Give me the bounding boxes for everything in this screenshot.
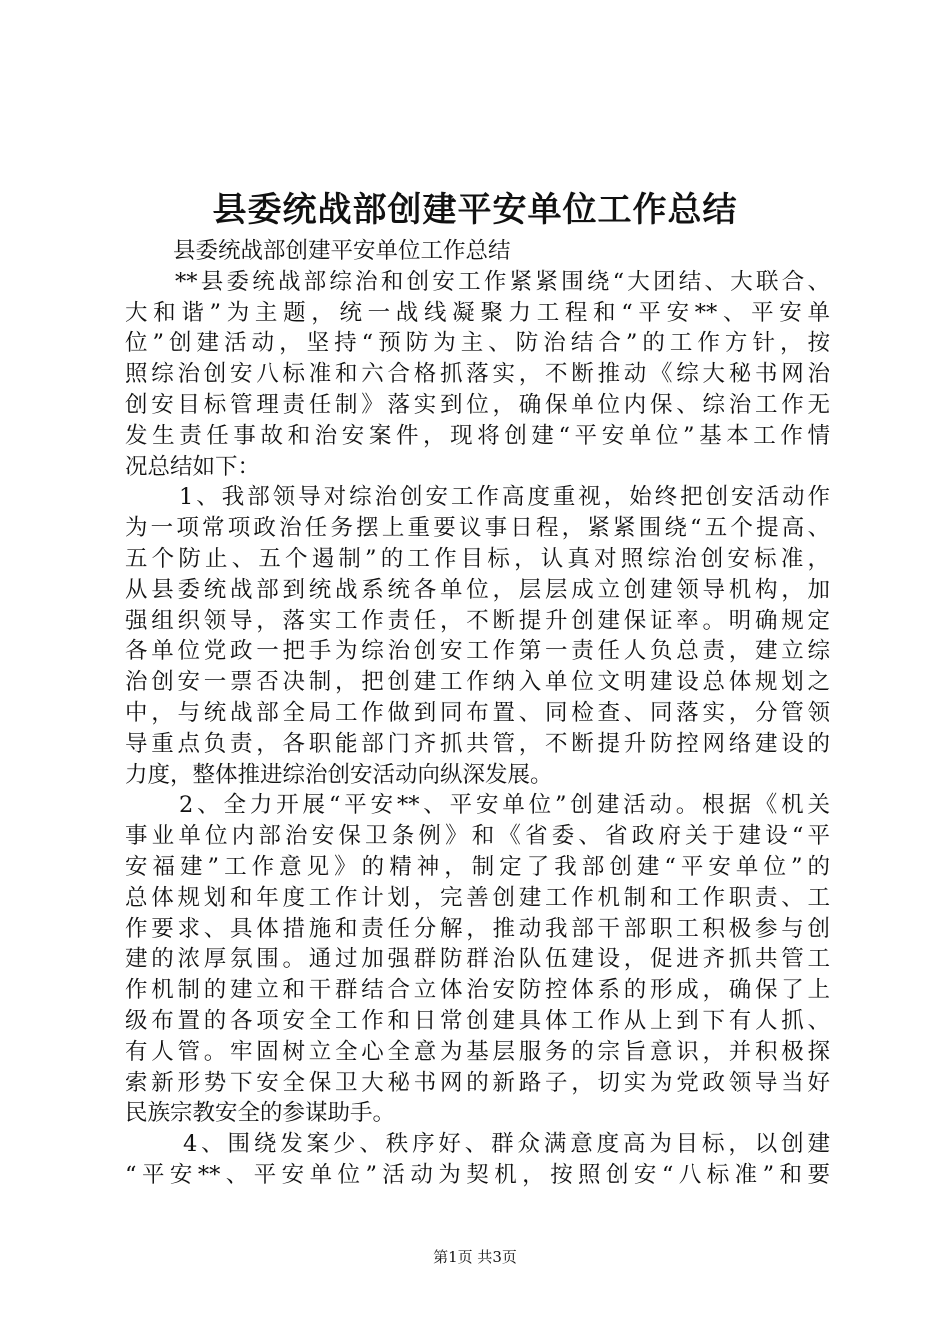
paragraph-line: 建的浓厚氛围。通过加强群防群治队伍建设，促进齐抓共管工	[125, 946, 830, 973]
paragraph-line: 发生责任事故和治安案件，现将创建“平安单位”基本工作情	[125, 422, 830, 449]
paragraph-line: **县委统战部综治和创安工作紧紧围绕“大团结、大联合、	[175, 268, 830, 295]
paragraph-line: 大和谐”为主题，统一战线凝聚力工程和“平安**、平安单	[125, 299, 830, 326]
paragraph-line: 民族宗教安全的参谋助手。	[125, 1100, 396, 1127]
document-body	[125, 236, 830, 1191]
paragraph-line: 位”创建活动，坚持“预防为主、防治结合”的工作方针，按	[125, 330, 830, 357]
paragraph-line: 总体规划和年度工作计划，完善创建工作机制和工作职责、工	[125, 884, 830, 911]
paragraph-line: 治创安一票否决制，把创建工作纳入单位文明建设总体规划之	[125, 669, 830, 696]
paragraph-line: 各单位党政一把手为综治创安工作第一责任人负总责，建立综	[125, 638, 830, 665]
paragraph-line: 况总结如下：	[125, 453, 261, 480]
paragraph-line: 事业单位内部治安保卫条例》和《省委、省政府关于建设“平	[125, 823, 830, 850]
paragraph-line: 索新形势下安全保卫大秘书网的新路子，切实为党政领导当好	[125, 1069, 830, 1096]
document-subtitle: 县委统战部创建平安单位工作总结	[173, 238, 511, 264]
paragraph-line: 照综治创安八标准和六合格抓落实，不断推动《综大秘书网治	[125, 361, 830, 388]
paragraph-line: 强组织领导，落实工作责任，不断提升创建保证率。明确规定	[125, 607, 830, 634]
paragraph-line: 力度，整体推进综治创安活动向纵深发展。	[125, 761, 553, 788]
paragraph-line: 导重点负责，各职能部门齐抓共管，不断提升防控网络建设的	[125, 730, 830, 757]
paragraph-line: 1、我部领导对综治创安工作高度重视，始终把创安活动作	[179, 484, 830, 511]
paragraph-line: 创安目标管理责任制》落实到位，确保单位内保、综治工作无	[125, 391, 830, 418]
paragraph-line: 为一项常项政治任务摆上重要议事日程，紧紧围绕“五个提高、	[125, 515, 830, 542]
paragraph-line: 作机制的建立和干群结合立体治安防控体系的形成，确保了上	[125, 977, 830, 1004]
paragraph-line: 4、围绕发案少、秩序好、群众满意度高为目标，以创建	[183, 1131, 830, 1158]
paragraph-line: 安福建”工作意见》的精神，制定了我部创建“平安单位”的	[125, 853, 830, 880]
page-number-footer: 第1页 共3页	[433, 1248, 517, 1266]
paragraph-line: “平安**、平安单位”活动为契机，按照创安“八标准”和要	[125, 1161, 830, 1188]
paragraph-line: 有人管。牢固树立全心全意为基层服务的宗旨意识，并积极探	[125, 1038, 830, 1065]
paragraph-line: 级布置的各项安全工作和日常创建具体工作从上到下有人抓、	[125, 1007, 830, 1034]
paragraph-line: 2、全力开展“平安**、平安单位”创建活动。根据《机关	[179, 792, 830, 819]
document-title: 县委统战部创建平安单位工作总结	[212, 190, 738, 230]
paragraph-line: 中，与统战部全局工作做到同布置、同检查、同落实，分管领	[125, 699, 830, 726]
paragraph-line: 从县委统战部到统战系统各单位，层层成立创建领导机构，加	[125, 576, 830, 603]
paragraph-line: 五个防止、五个遏制”的工作目标，认真对照综治创安标准，	[125, 545, 830, 572]
paragraph-line: 作要求、具体措施和责任分解，推动我部干部职工积极参与创	[125, 915, 830, 942]
